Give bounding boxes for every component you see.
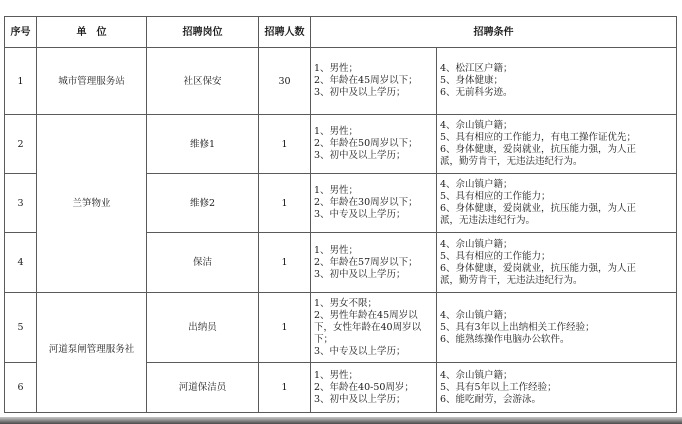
condition-line: 派，勤劳肯干，无违法违纪行为。 — [440, 156, 583, 167]
row-post: 河道保洁员 — [147, 363, 259, 413]
condition-line: 1、男性； — [314, 185, 359, 196]
condition-line: 4、佘山镇户籍； — [440, 238, 513, 250]
row-conditions-right — [437, 48, 677, 115]
row-conditions-left — [311, 363, 437, 413]
header-seq: 序号 — [5, 17, 37, 48]
condition-line: 下，女性年龄在40周岁以 — [314, 321, 422, 333]
row-conditions-left — [311, 48, 437, 115]
header-row — [5, 17, 677, 48]
row-unit: 城市管理服务站 — [37, 48, 147, 115]
row-seq: 1 — [5, 48, 37, 115]
row-count: 1 — [259, 174, 311, 233]
condition-line: 6、身体健康，爱岗就业，抗压能力强，为人正 — [440, 262, 637, 274]
row-unit: 河道泵闸管理服务社 — [37, 293, 147, 413]
recruitment-table — [4, 16, 677, 413]
row-unit: 兰笋物业 — [37, 115, 147, 293]
row-post: 维修1 — [147, 115, 259, 174]
condition-line: 1、男性； — [314, 369, 359, 381]
header-unit: 单 位 — [37, 17, 147, 48]
condition-line: 3、初中及以上学历； — [314, 150, 406, 161]
condition-line: 2、年龄在50周岁以下； — [314, 138, 418, 149]
condition-line: 1、男性； — [314, 126, 359, 137]
condition-line: 5、具有相应的工作能力； — [440, 250, 551, 262]
row-count: 30 — [259, 48, 311, 115]
row-conditions-right — [437, 115, 677, 174]
condition-line: 3、初中及以上学历； — [314, 87, 406, 98]
condition-line: 4、佘山镇户籍； — [440, 309, 513, 321]
condition-line: 5、具有相应的工作能力； — [440, 191, 551, 202]
row-conditions-left — [311, 233, 437, 293]
row-count: 1 — [259, 115, 311, 174]
table-row — [5, 115, 677, 174]
row-post: 社区保安 — [147, 48, 259, 115]
row-seq: 3 — [5, 174, 37, 233]
row-seq: 4 — [5, 233, 37, 293]
condition-line: 5、身体健康； — [440, 75, 504, 86]
bottom-shadow-bar — [0, 417, 682, 424]
condition-line: 5、具有5年以上工作经验； — [440, 381, 557, 393]
condition-line: 3、中专及以上学历； — [314, 345, 406, 357]
header-conditions: 招聘条件 — [311, 17, 677, 48]
table-row — [5, 48, 677, 115]
row-seq: 2 — [5, 115, 37, 174]
condition-line: 5、具有3年以上出纳相关工作经验； — [440, 321, 595, 333]
row-conditions-left — [311, 174, 437, 233]
header-post: 招聘岗位 — [147, 17, 259, 48]
condition-line: 6、身体健康，爱岗就业，抗压能力强，为人正 — [440, 203, 637, 214]
row-conditions-right — [437, 293, 677, 363]
row-post: 出纳员 — [147, 293, 259, 363]
condition-line: 派，无违法违纪行为。 — [440, 215, 536, 226]
condition-line: 5、具有相应的工作能力，有电工操作证优先； — [440, 132, 637, 143]
condition-line: 派，勤劳肯干，无违法违纪行为。 — [440, 274, 583, 286]
row-post: 维修2 — [147, 174, 259, 233]
row-conditions-left — [311, 293, 437, 363]
condition-line: 4、佘山镇户籍； — [440, 120, 513, 131]
condition-line: 2、年龄在45周岁以下； — [314, 75, 418, 86]
header-count: 招聘人数 — [259, 17, 311, 48]
condition-line: 6、能熟练操作电脑办公软件。 — [440, 333, 570, 345]
condition-line: 2、男性年龄在45周岁以 — [314, 309, 418, 321]
condition-line: 1、男性； — [314, 244, 359, 256]
row-count: 1 — [259, 233, 311, 293]
condition-line: 3、中专及以上学历； — [314, 209, 406, 220]
row-count: 1 — [259, 293, 311, 363]
condition-line: 2、年龄在57周岁以下； — [314, 256, 418, 268]
row-conditions-right — [437, 363, 677, 413]
row-post: 保洁 — [147, 233, 259, 293]
row-seq: 6 — [5, 363, 37, 413]
condition-line: 2、年龄在40-50周岁； — [314, 381, 414, 393]
row-count: 1 — [259, 363, 311, 413]
condition-line: 4、佘山镇户籍； — [440, 179, 513, 190]
condition-line: 4、松江区户籍； — [440, 63, 513, 74]
table-row — [5, 293, 677, 363]
row-conditions-left — [311, 115, 437, 174]
row-conditions-right — [437, 174, 677, 233]
condition-line: 下； — [314, 333, 334, 345]
condition-line: 1、男性； — [314, 63, 359, 74]
condition-line: 6、无前科劣迹。 — [440, 87, 513, 98]
condition-line: 3、初中及以上学历； — [314, 393, 406, 405]
row-seq: 5 — [5, 293, 37, 363]
condition-line: 3、初中及以上学历； — [314, 268, 406, 280]
condition-line: 6、能吃耐劳，会游泳。 — [440, 393, 542, 405]
condition-line: 4、佘山镇户籍； — [440, 369, 513, 381]
condition-line: 1、男女不限； — [314, 297, 378, 309]
condition-line: 2、年龄在30周岁以下； — [314, 197, 418, 208]
condition-line: 6、身体健康，爱岗就业，抗压能力强，为人正 — [440, 144, 637, 155]
row-conditions-right — [437, 233, 677, 293]
